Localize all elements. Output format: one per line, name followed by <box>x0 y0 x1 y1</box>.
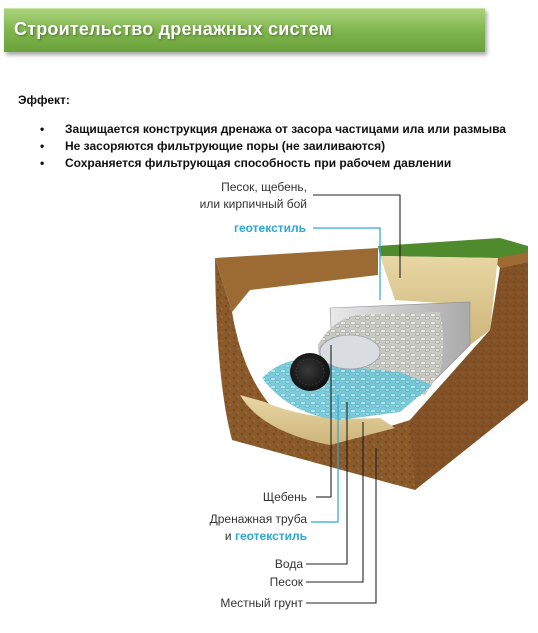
callout-water: Вода <box>274 557 303 571</box>
page-title: Строительство дренажных систем <box>14 19 333 39</box>
effect-item-text: Сохраняется фильтрующая способность при рабочем давлении <box>65 156 452 170</box>
drainage-pipe-body <box>320 335 380 369</box>
bullet-icon: • <box>40 139 45 153</box>
callout-soil: Местный грунт <box>220 596 303 610</box>
callout-pipe-and: и <box>224 529 232 543</box>
callout-gravel: Щебень <box>262 490 307 504</box>
effect-item-text: Защищается конструкция дренажа от засора частицами ила или размыва <box>65 122 506 136</box>
callout-top-geotextile: геотекстиль <box>233 221 306 235</box>
callout-pipe-geotextile: геотекстиль <box>234 529 307 543</box>
callout-pipe-line1: Дренажная труба <box>209 512 307 526</box>
bullet-icon: • <box>40 156 45 170</box>
callout-top-line2: или кирпичный бой <box>199 197 307 211</box>
effect-label: Эффект: <box>18 93 70 107</box>
bullet-icon: • <box>40 122 45 136</box>
effect-item-text: Не засоряются фильтрующие поры (не заиливаются) <box>65 139 386 153</box>
callout-top-line1: Песок, щебень, <box>221 180 307 194</box>
soil-top-surface <box>215 248 378 312</box>
callout-sand: Песок <box>269 575 303 589</box>
callout-pipe-line2 <box>225 529 307 543</box>
